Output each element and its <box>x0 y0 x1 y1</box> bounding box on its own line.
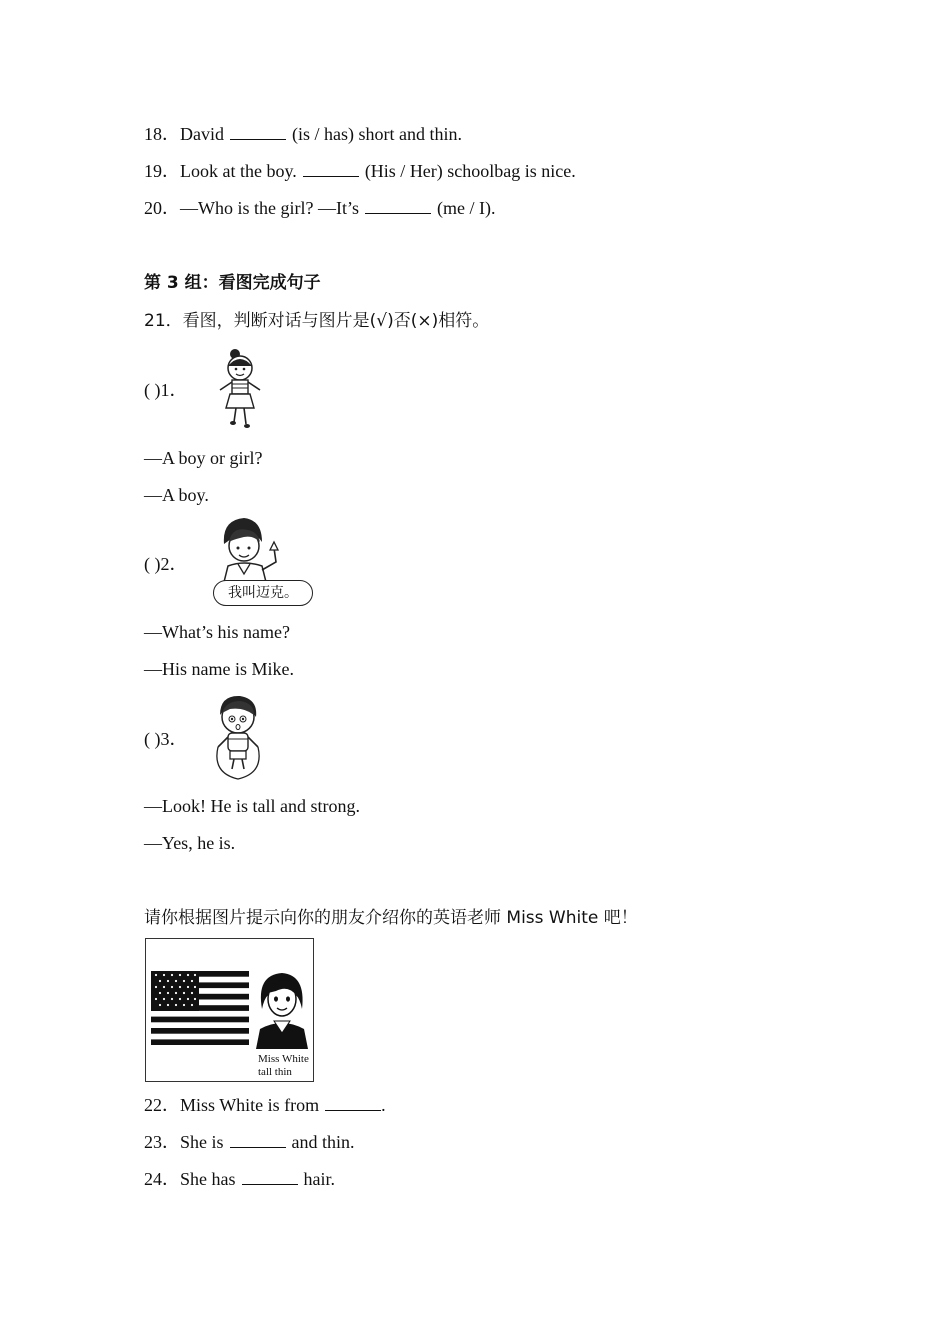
question-text: (His / Her) schoolbag is nice. <box>364 161 576 181</box>
intro-sentence: 请你根据图片提示向你的朋友介绍你的英语老师 Miss White 吧！ <box>144 908 638 928</box>
item-2-question: —What’s his name? <box>144 622 290 642</box>
question-18 <box>144 123 462 145</box>
question-23 <box>144 1131 355 1153</box>
answer-blank[interactable] <box>303 160 359 177</box>
item-3-question: —Look! He is tall and strong. <box>144 796 360 816</box>
question-text: Look at the boy. <box>180 161 297 181</box>
girl-picture <box>214 346 266 430</box>
picture-caption-name: Miss White <box>258 1053 309 1065</box>
teacher-picture-frame <box>145 938 314 1082</box>
question-number: 20． <box>144 198 180 218</box>
american-flag-picture <box>151 971 249 1045</box>
speech-bubble: 我叫迈克。 <box>213 580 313 606</box>
item-1-answer: —A boy. <box>144 485 209 505</box>
question-21-instruction: 21．看图，判断对话与图片是(√)否(×)相符。 <box>144 311 490 331</box>
answer-blank[interactable] <box>325 1094 381 1111</box>
item-3-answer: —Yes, he is. <box>144 833 236 853</box>
boy-mike-picture <box>218 516 308 582</box>
question-22 <box>144 1094 386 1116</box>
item-3-label: ( )3． <box>144 729 188 749</box>
intro-text <box>144 906 638 929</box>
answer-blank[interactable] <box>230 1131 286 1148</box>
item-1-question: —A boy or girl? <box>144 448 263 468</box>
picture-caption-traits: tall thin <box>258 1066 292 1078</box>
question-text: David <box>180 124 224 144</box>
question-19 <box>144 160 576 182</box>
question-text: . <box>381 1095 386 1115</box>
question-text: Miss White is from <box>180 1095 320 1115</box>
miss-white-picture <box>254 969 310 1049</box>
question-number: 19． <box>144 161 180 181</box>
question-text: (is / has) short and thin. <box>292 124 462 144</box>
answer-blank[interactable] <box>242 1168 298 1185</box>
jump-rope-boy-picture <box>210 693 268 783</box>
answer-blank[interactable] <box>230 123 286 140</box>
question-number: 22． <box>144 1095 180 1115</box>
question-text: She is <box>180 1132 224 1152</box>
question-20 <box>144 197 495 219</box>
section-heading: 第 3 组：看图完成句子 <box>144 273 321 293</box>
question-number: 24． <box>144 1169 180 1189</box>
answer-blank[interactable] <box>365 197 431 214</box>
question-text: —Who is the girl? —It’s <box>180 198 359 218</box>
question-number: 23． <box>144 1132 180 1152</box>
item-1-label: ( )1． <box>144 380 188 400</box>
item-2-answer: —His name is Mike. <box>144 659 294 679</box>
question-text: hair. <box>303 1169 335 1189</box>
question-text: and thin. <box>291 1132 355 1152</box>
question-text: She has <box>180 1169 236 1189</box>
question-text: (me / I). <box>436 198 496 218</box>
item-2-label: ( )2． <box>144 554 188 574</box>
question-number: 18． <box>144 124 180 144</box>
question-24 <box>144 1168 335 1190</box>
